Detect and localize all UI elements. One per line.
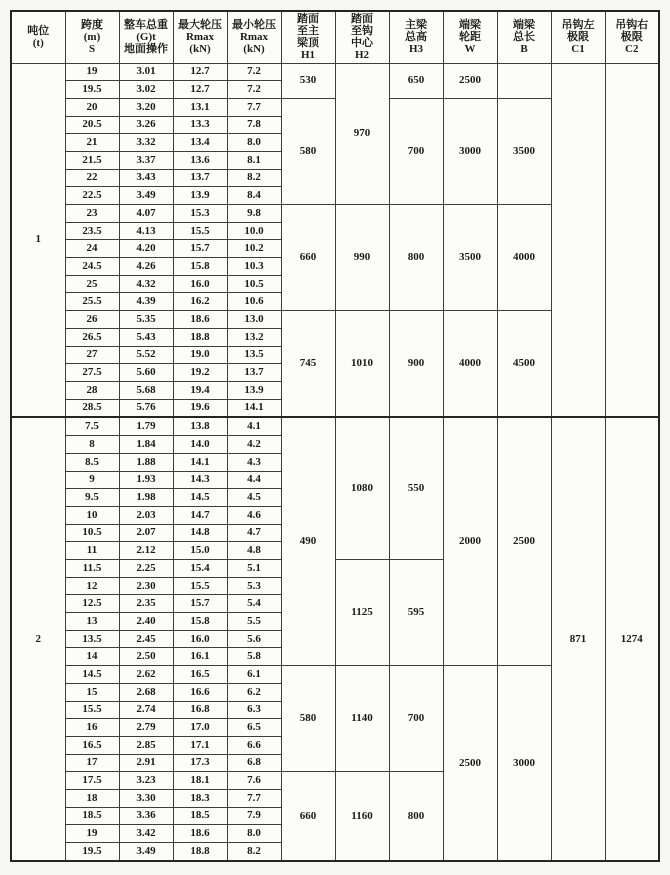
cell-rmin: 6.8 — [227, 754, 281, 772]
cell-rmax: 18.6 — [173, 825, 227, 843]
cell-weight: 1.79 — [119, 417, 173, 435]
column-header-c2: 吊钩右 极限 C2 — [605, 11, 659, 63]
cell-weight: 4.39 — [119, 293, 173, 311]
cell-h2: 1160 — [335, 772, 389, 861]
cell-rmin: 7.7 — [227, 98, 281, 116]
cell-weight: 3.20 — [119, 98, 173, 116]
cell-weight: 3.42 — [119, 825, 173, 843]
cell-c2 — [605, 63, 659, 417]
cell-rmin: 10.6 — [227, 293, 281, 311]
cell-w: 4000 — [443, 311, 497, 418]
cell-weight: 3.36 — [119, 807, 173, 825]
cell-rmin: 13.0 — [227, 311, 281, 329]
cell-rmin: 7.2 — [227, 63, 281, 81]
tonnage-cell: 1 — [11, 63, 65, 417]
cell-rmax: 13.4 — [173, 134, 227, 152]
cell-weight: 3.37 — [119, 151, 173, 169]
cell-h3: 595 — [389, 560, 443, 666]
cell-b — [497, 63, 551, 98]
cell-h1: 660 — [281, 772, 335, 861]
cell-weight: 3.26 — [119, 116, 173, 134]
cell-span: 8.5 — [65, 453, 119, 471]
cell-weight: 5.68 — [119, 381, 173, 399]
cell-span: 7.5 — [65, 417, 119, 435]
cell-span: 19.5 — [65, 81, 119, 99]
column-header-weight: 整车总重 (G)t 地面操作 — [119, 11, 173, 63]
cell-rmin: 10.0 — [227, 222, 281, 240]
cell-rmax: 18.8 — [173, 843, 227, 862]
cell-h3: 550 — [389, 417, 443, 559]
cell-h1: 580 — [281, 666, 335, 772]
cell-span: 15 — [65, 683, 119, 701]
cell-weight: 4.26 — [119, 258, 173, 276]
cell-weight: 2.12 — [119, 542, 173, 560]
column-header-c1: 吊钩左 极限 C1 — [551, 11, 605, 63]
cell-h2: 1080 — [335, 417, 389, 559]
cell-rmin: 8.2 — [227, 169, 281, 187]
cell-rmin: 8.4 — [227, 187, 281, 205]
cell-weight: 5.35 — [119, 311, 173, 329]
cell-w: 2000 — [443, 417, 497, 665]
cell-span: 28 — [65, 381, 119, 399]
cell-weight: 3.43 — [119, 169, 173, 187]
cell-span: 28.5 — [65, 399, 119, 417]
cell-rmax: 18.3 — [173, 789, 227, 807]
cell-weight: 5.60 — [119, 364, 173, 382]
cell-rmin: 14.1 — [227, 399, 281, 417]
cell-rmax: 16.6 — [173, 683, 227, 701]
cell-rmin: 5.8 — [227, 648, 281, 666]
cell-rmin: 6.2 — [227, 683, 281, 701]
cell-weight: 2.45 — [119, 630, 173, 648]
cell-span: 22.5 — [65, 187, 119, 205]
cell-span: 9 — [65, 471, 119, 489]
cell-h1: 490 — [281, 417, 335, 665]
cell-c1: 871 — [551, 417, 605, 861]
cell-rmax: 19.4 — [173, 381, 227, 399]
cell-rmax: 15.5 — [173, 222, 227, 240]
cell-span: 10 — [65, 506, 119, 524]
cell-rmin: 6.1 — [227, 666, 281, 684]
column-header-tonnage: 吨位 (t) — [11, 11, 65, 63]
cell-h1: 580 — [281, 98, 335, 204]
cell-weight: 2.79 — [119, 719, 173, 737]
cell-span: 23.5 — [65, 222, 119, 240]
cell-weight: 5.43 — [119, 328, 173, 346]
cell-weight: 5.52 — [119, 346, 173, 364]
cell-span: 26.5 — [65, 328, 119, 346]
cell-b: 3000 — [497, 666, 551, 861]
cell-rmin: 4.7 — [227, 524, 281, 542]
cell-rmax: 17.3 — [173, 754, 227, 772]
cell-rmax: 14.0 — [173, 436, 227, 454]
cell-rmax: 14.3 — [173, 471, 227, 489]
cell-rmax: 15.8 — [173, 258, 227, 276]
cell-span: 14 — [65, 648, 119, 666]
cell-span: 9.5 — [65, 489, 119, 507]
cell-weight: 2.25 — [119, 560, 173, 578]
cell-rmax: 12.7 — [173, 81, 227, 99]
cell-rmin: 4.6 — [227, 506, 281, 524]
cell-rmax: 16.1 — [173, 648, 227, 666]
cell-h1: 530 — [281, 63, 335, 98]
cell-rmin: 4.4 — [227, 471, 281, 489]
cell-rmin: 9.8 — [227, 205, 281, 223]
cell-rmin: 4.2 — [227, 436, 281, 454]
cell-c1 — [551, 63, 605, 417]
crane-spec-table — [10, 10, 660, 862]
column-header-b: 端梁 总长 B — [497, 11, 551, 63]
cell-rmax: 13.6 — [173, 151, 227, 169]
cell-rmin: 10.5 — [227, 275, 281, 293]
cell-rmin: 6.6 — [227, 736, 281, 754]
table-row — [11, 417, 659, 435]
cell-weight: 4.07 — [119, 205, 173, 223]
cell-weight: 2.74 — [119, 701, 173, 719]
cell-rmax: 15.5 — [173, 577, 227, 595]
cell-rmax: 18.6 — [173, 311, 227, 329]
cell-rmin: 6.3 — [227, 701, 281, 719]
cell-span: 25 — [65, 275, 119, 293]
cell-h2: 1010 — [335, 311, 389, 418]
cell-rmin: 5.3 — [227, 577, 281, 595]
cell-b: 4500 — [497, 311, 551, 418]
cell-rmin: 7.9 — [227, 807, 281, 825]
cell-rmax: 18.5 — [173, 807, 227, 825]
cell-span: 10.5 — [65, 524, 119, 542]
cell-rmax: 16.0 — [173, 275, 227, 293]
cell-rmin: 8.0 — [227, 825, 281, 843]
cell-rmax: 14.7 — [173, 506, 227, 524]
cell-weight: 3.01 — [119, 63, 173, 81]
cell-span: 20.5 — [65, 116, 119, 134]
cell-rmax: 13.3 — [173, 116, 227, 134]
column-header-h2: 踏面 至钩 中心 H2 — [335, 11, 389, 63]
cell-weight: 2.35 — [119, 595, 173, 613]
cell-weight: 3.49 — [119, 187, 173, 205]
cell-rmin: 10.3 — [227, 258, 281, 276]
cell-rmax: 15.0 — [173, 542, 227, 560]
cell-span: 17.5 — [65, 772, 119, 790]
cell-span: 17 — [65, 754, 119, 772]
cell-rmax: 16.8 — [173, 701, 227, 719]
cell-rmax: 18.1 — [173, 772, 227, 790]
cell-h1: 660 — [281, 205, 335, 311]
cell-weight: 4.20 — [119, 240, 173, 258]
cell-rmin: 8.1 — [227, 151, 281, 169]
cell-rmax: 16.0 — [173, 630, 227, 648]
cell-span: 22 — [65, 169, 119, 187]
table-row — [11, 63, 659, 81]
cell-rmax: 14.5 — [173, 489, 227, 507]
cell-w: 3500 — [443, 205, 497, 311]
cell-span: 24.5 — [65, 258, 119, 276]
cell-weight: 2.68 — [119, 683, 173, 701]
cell-weight: 4.32 — [119, 275, 173, 293]
column-header-rmin: 最小轮压 Rmax (kN) — [227, 11, 281, 63]
column-header-rmax: 最大轮压 Rmax (kN) — [173, 11, 227, 63]
column-header-w: 端梁 轮距 W — [443, 11, 497, 63]
cell-weight: 4.13 — [119, 222, 173, 240]
cell-rmax: 13.1 — [173, 98, 227, 116]
cell-span: 25.5 — [65, 293, 119, 311]
cell-h3: 900 — [389, 311, 443, 418]
column-header-h3: 主梁 总高 H3 — [389, 11, 443, 63]
cell-rmin: 13.5 — [227, 346, 281, 364]
cell-rmax: 16.2 — [173, 293, 227, 311]
cell-rmax: 12.7 — [173, 63, 227, 81]
cell-weight: 2.85 — [119, 736, 173, 754]
cell-span: 19.5 — [65, 843, 119, 862]
cell-h2: 1125 — [335, 560, 389, 666]
cell-w: 2500 — [443, 666, 497, 861]
cell-h1: 745 — [281, 311, 335, 418]
cell-h2: 990 — [335, 205, 389, 311]
cell-rmax: 17.0 — [173, 719, 227, 737]
cell-span: 8 — [65, 436, 119, 454]
cell-span: 21 — [65, 134, 119, 152]
cell-rmax: 15.8 — [173, 613, 227, 631]
cell-w: 2500 — [443, 63, 497, 98]
cell-weight: 5.76 — [119, 399, 173, 417]
cell-weight: 2.40 — [119, 613, 173, 631]
cell-span: 24 — [65, 240, 119, 258]
cell-rmax: 19.2 — [173, 364, 227, 382]
column-header-span: 跨度 (m) S — [65, 11, 119, 63]
cell-h2: 970 — [335, 63, 389, 205]
cell-weight: 3.32 — [119, 134, 173, 152]
cell-rmin: 7.2 — [227, 81, 281, 99]
cell-weight: 2.50 — [119, 648, 173, 666]
cell-rmin: 5.6 — [227, 630, 281, 648]
cell-rmax: 13.7 — [173, 169, 227, 187]
cell-span: 18 — [65, 789, 119, 807]
cell-rmax: 14.8 — [173, 524, 227, 542]
cell-rmax: 16.5 — [173, 666, 227, 684]
cell-h3: 700 — [389, 666, 443, 772]
cell-weight: 2.91 — [119, 754, 173, 772]
header-row — [11, 11, 659, 63]
cell-span: 13 — [65, 613, 119, 631]
cell-span: 27.5 — [65, 364, 119, 382]
cell-span: 16.5 — [65, 736, 119, 754]
cell-span: 16 — [65, 719, 119, 737]
cell-span: 18.5 — [65, 807, 119, 825]
cell-rmax: 13.9 — [173, 187, 227, 205]
cell-rmin: 10.2 — [227, 240, 281, 258]
cell-rmin: 4.5 — [227, 489, 281, 507]
cell-weight: 2.03 — [119, 506, 173, 524]
cell-rmin: 13.2 — [227, 328, 281, 346]
cell-weight: 2.62 — [119, 666, 173, 684]
cell-rmin: 13.7 — [227, 364, 281, 382]
cell-rmax: 15.7 — [173, 240, 227, 258]
cell-rmax: 19.0 — [173, 346, 227, 364]
column-header-h1: 踏面 至主 梁顶 H1 — [281, 11, 335, 63]
cell-b: 2500 — [497, 417, 551, 665]
cell-rmin: 8.2 — [227, 843, 281, 862]
cell-rmax: 15.3 — [173, 205, 227, 223]
cell-span: 14.5 — [65, 666, 119, 684]
cell-rmin: 5.5 — [227, 613, 281, 631]
cell-weight: 3.02 — [119, 81, 173, 99]
cell-h3: 700 — [389, 98, 443, 204]
cell-h3: 800 — [389, 205, 443, 311]
cell-span: 11.5 — [65, 560, 119, 578]
cell-rmin: 8.0 — [227, 134, 281, 152]
cell-weight: 1.88 — [119, 453, 173, 471]
cell-rmax: 13.8 — [173, 417, 227, 435]
cell-weight: 2.07 — [119, 524, 173, 542]
cell-weight: 2.30 — [119, 577, 173, 595]
cell-rmin: 7.6 — [227, 772, 281, 790]
cell-weight: 3.23 — [119, 772, 173, 790]
cell-weight: 1.93 — [119, 471, 173, 489]
cell-weight: 3.49 — [119, 843, 173, 862]
cell-rmin: 4.1 — [227, 417, 281, 435]
cell-rmin: 4.3 — [227, 453, 281, 471]
cell-span: 23 — [65, 205, 119, 223]
cell-weight: 1.98 — [119, 489, 173, 507]
cell-span: 27 — [65, 346, 119, 364]
cell-weight: 1.84 — [119, 436, 173, 454]
cell-span: 13.5 — [65, 630, 119, 648]
cell-span: 12 — [65, 577, 119, 595]
cell-rmax: 19.6 — [173, 399, 227, 417]
cell-rmin: 4.8 — [227, 542, 281, 560]
cell-rmin: 13.9 — [227, 381, 281, 399]
cell-h3: 650 — [389, 63, 443, 98]
cell-rmin: 7.8 — [227, 116, 281, 134]
cell-rmax: 17.1 — [173, 736, 227, 754]
cell-span: 11 — [65, 542, 119, 560]
cell-span: 19 — [65, 63, 119, 81]
cell-span: 26 — [65, 311, 119, 329]
cell-h3: 800 — [389, 772, 443, 861]
cell-rmax: 18.8 — [173, 328, 227, 346]
cell-b: 4000 — [497, 205, 551, 311]
tonnage-cell: 2 — [11, 417, 65, 861]
cell-h2: 1140 — [335, 666, 389, 772]
cell-rmin: 7.7 — [227, 789, 281, 807]
cell-rmin: 6.5 — [227, 719, 281, 737]
cell-rmax: 14.1 — [173, 453, 227, 471]
cell-weight: 3.30 — [119, 789, 173, 807]
cell-span: 15.5 — [65, 701, 119, 719]
cell-span: 19 — [65, 825, 119, 843]
cell-c2: 1274 — [605, 417, 659, 861]
cell-span: 20 — [65, 98, 119, 116]
cell-w: 3000 — [443, 98, 497, 204]
cell-rmin: 5.4 — [227, 595, 281, 613]
cell-b: 3500 — [497, 98, 551, 204]
cell-rmax: 15.4 — [173, 560, 227, 578]
cell-span: 21.5 — [65, 151, 119, 169]
cell-span: 12.5 — [65, 595, 119, 613]
cell-rmin: 5.1 — [227, 560, 281, 578]
cell-rmax: 15.7 — [173, 595, 227, 613]
